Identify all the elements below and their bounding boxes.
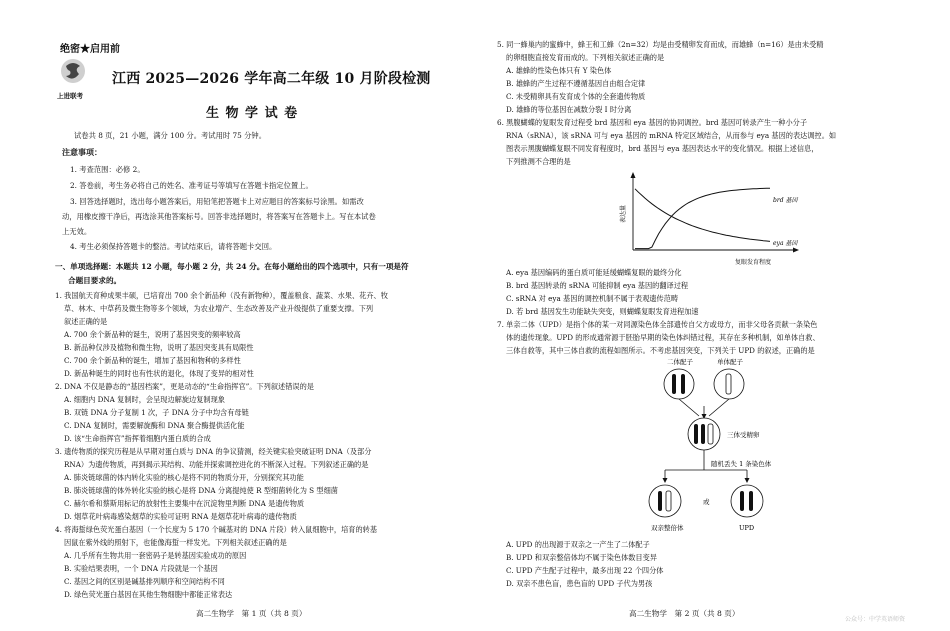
- biparental-disomy-cell: [649, 485, 681, 517]
- option-line: D. 若 brd 基因发生功能缺失突变，则蝴蝶复眼发育进程加速: [506, 307, 699, 316]
- note-line: 1. 考查范围：必修 2。: [70, 165, 145, 174]
- question-line: 草、林木、中草药及微生物等多个领域，为农业增产、生态改善及产业升级提供了重要支撑。下列: [64, 304, 374, 313]
- note-line: 4. 考生必须保持答题卡的整洁。考试结束后，请将答题卡交回。: [70, 242, 277, 251]
- x-axis-label: 复眼发育程度: [734, 259, 772, 266]
- section-title: 一、单项选择题：本题共 12 小题，每小题 2 分，共 24 分。在每小题给出的四个选项中，只有一项是符: [55, 262, 409, 271]
- question-line: 体的遗传现象。UPD 的形成通常源于胚胎早期的染色体纠错过程，其存在多种机制，如单体自救、: [506, 333, 820, 342]
- option-line: A. eya 基因编码的蛋白质可能延缓蝴蝶复眼的最终分化: [506, 268, 682, 277]
- question-line: 叙述正确的是: [64, 317, 108, 326]
- series-label-eya: eya 基因: [773, 240, 798, 247]
- diploid-gamete-cell: [664, 369, 694, 399]
- trisomy-rescue-diagram: [595, 356, 845, 538]
- exam-info: 试卷共 8 页，21 小题，满分 100 分。考试用时 75 分钟。: [74, 131, 267, 140]
- trisomy-zygote-cell: [688, 418, 720, 450]
- option-line: C. DNA 复制时，需要解旋酶和 DNA 聚合酶提供活化能: [64, 421, 245, 430]
- question-line: 因鼠在紫外线的照射下，也能像海蜇一样发光。下列相关叙述正确的是: [64, 538, 287, 547]
- option-line: B. UPD 和双亲整倍体均不属于染色体数目变异: [506, 553, 657, 562]
- haploid-gamete-cell: [714, 369, 744, 399]
- biparental-label: 双亲整倍体: [651, 524, 684, 532]
- option-line: B. brd 基因转录的 sRNA 可能抑制 eya 基因的翻译过程: [506, 281, 689, 290]
- logo-text: 上进联考: [57, 92, 83, 100]
- option-line: D. 新品种诞生的同时也有性状的退化，体现了变异的相对性: [64, 369, 254, 378]
- exam-title: 江西 2025—2026 学年高二年级 10 月阶段检测: [112, 71, 431, 87]
- option-line: C. 赫尔希和蔡斯用标记的放射性主要集中在沉淀物里判断 DNA 是遗传物质: [64, 499, 305, 508]
- option-line: A. 细胞内 DNA 复制时，会呈现边解旋边复制现象: [64, 395, 225, 404]
- diploid-gamete-label: 二体配子: [667, 358, 693, 366]
- question-line: 5. 同一蜂巢内的蜜蜂中，蜂王和工蜂（2n=32）均是由受精卵发育而成，而雄蜂（n=16）是由未受精: [497, 40, 824, 49]
- question-line: 图表示黑腹蝴蝶复眼不同发育程度时，brd 基因与 eya 基因表达水平的变化情况。根据上述信息，: [506, 144, 819, 153]
- option-line: A. 肺炎链球菌的体内转化实验的核心是将不同的物质分开，分别探究其功能: [64, 473, 304, 482]
- series-label-brd: brd 基因: [773, 197, 798, 204]
- question-line: 6. 黑腹蝴蝶的复眼发育过程受 brd 基因和 eya 基因的协同调控。brd 基因可转录产生一种小分子: [497, 118, 808, 127]
- or-label: 或: [703, 498, 710, 506]
- random-loss-label: 随机丢失 1 条染色体: [711, 460, 772, 468]
- publisher-logo: [58, 58, 88, 94]
- option-line: A. 700 余个新品种的诞生，说明了基因突变的频率较高: [64, 330, 241, 339]
- confidential-label: 绝密★启用前: [60, 44, 120, 55]
- option-line: B. 雄蜂的产生过程不遵循基因自由组合定律: [506, 79, 646, 88]
- question-line: 4. 将海蜇绿色荧光蛋白基因（一个长度为 5 170 个碱基对的 DNA 片段）转入鼠细胞中，培育的转基: [55, 525, 378, 534]
- question-line: RNA（sRNA），该 sRNA 可与 eya 基因的 mRNA 特定区域结合，从而参与 eya 基因的表达调控。如: [506, 131, 837, 140]
- trisomy-zygote-label: 三体受精卵: [727, 431, 760, 439]
- note-line: 上无效。: [62, 227, 92, 236]
- option-line: C. 未受精卵具有发育成个体的全套遗传物质: [506, 92, 646, 101]
- question-line: 下列推测不合理的是: [506, 157, 571, 166]
- page-footer: 高二生物学 第 1 页（共 8 页）: [196, 609, 307, 618]
- option-line: D. 烟草花叶病毒感染烟草的实验可证明 RNA 是烟草花叶病毒的遗传物质: [64, 512, 297, 521]
- option-line: B. 双链 DNA 分子复制 1 次，子 DNA 分子中均含有母链: [64, 408, 249, 417]
- upd-label: UPD: [739, 524, 755, 532]
- note-line: 3. 回答选择题时，选出每小题答案后，用铅笔把答题卡上对应题目的答案标号涂黑。如需改: [70, 197, 364, 206]
- question-line: 三体自救等，其中三体自救的流程如图所示。不考虑基因突变，下列关于 UPD 的叙述，正确的是: [506, 346, 815, 355]
- option-line: D. 雄蜂的等位基因在减数分裂 Ⅰ 时分离: [506, 105, 632, 114]
- option-line: A. 几乎所有生物共用一套密码子是转基因实验成功的原因: [64, 551, 247, 560]
- option-line: C. UPD 产生配子过程中，最多出现 22 个四分体: [506, 566, 664, 575]
- question-line: 的卵细胞直接发育而成的。下列相关叙述正确的是: [506, 53, 665, 62]
- notes-heading: 注意事项：: [62, 147, 102, 157]
- question-line: RNA）为遗传物质，再到揭示其结构、功能并探索调控进化的不断深入过程。下列叙述正确的是: [64, 460, 369, 469]
- note-line: 动，用橡皮擦干净后，再选涂其他答案标号。回答非选择题时，将答案写在答题卡上。写在本试卷: [62, 212, 376, 221]
- question-line: 7. 单亲二体（UPD）是指个体的某一对同源染色体全部遗传自父方或母方，而非父母各贡献一条染色: [497, 320, 818, 329]
- gene-expression-chart: [605, 170, 805, 266]
- section-title: 合题目要求的。: [68, 276, 122, 285]
- question-line: 2. DNA 不仅是静态的“基因档案”，更是动态的“生命指挥官”。下列叙述错误的是: [55, 382, 314, 391]
- option-line: B. 新品种仅涉及植物和微生物，说明了基因突变具有局限性: [64, 343, 254, 352]
- page-footer: 高二生物学 第 2 页（共 8 页）: [629, 609, 740, 618]
- option-line: C. sRNA 对 eya 基因的调控机制不属于表观遗传范畴: [506, 294, 679, 303]
- x-axis-arrow: [793, 248, 799, 253]
- watermark-text: 公众号：中学英语师资: [845, 616, 906, 623]
- option-line: C. 700 余个新品种的诞生，增加了基因和物种的多样性: [64, 356, 241, 365]
- note-line: 2. 答卷前，考生务必将自己的姓名、准考证号等填写在答题卡指定位置上。: [70, 181, 313, 190]
- option-line: D. 该“生命指挥官”指挥着细胞内蛋白质的合成: [64, 434, 211, 443]
- option-line: C. 基因之间的区别是碱基排列顺序和空间结构不同: [64, 577, 225, 586]
- option-line: D. 绿色荧光蛋白基因在其他生物细胞中都能正常表达: [64, 590, 233, 599]
- question-line: 3. 遗传物质的探究历程是从早期对蛋白质与 DNA 的争议猜测，经关键实验突破证明 DNA（及部分: [55, 447, 372, 456]
- subject-title: 生 物 学 试 卷: [206, 106, 299, 121]
- question-line: 1. 我国航天育种成果丰硕，已培育出 700 余个新品种（没有新物种），覆盖粮食、蔬菜、水果、花卉、牧: [55, 291, 388, 300]
- y-axis-label: 表达量: [620, 204, 627, 224]
- option-line: B. 肺炎链球菌的体外转化实验的核心是将 DNA 分离提纯使 R 型细菌转化为 S 型细菌: [64, 486, 338, 495]
- option-line: D. 双亲不患色盲，患色盲的 UPD 子代为男孩: [506, 579, 653, 588]
- upd-cell: [731, 485, 763, 517]
- y-axis-arrow: [631, 172, 636, 178]
- right-page: [475, 0, 950, 631]
- option-line: B. 实验结果表明，一个 DNA 片段就是一个基因: [64, 564, 218, 573]
- option-line: A. 雄蜂的性染色体只有 Y 染色体: [506, 66, 612, 75]
- option-line: A. UPD 的出现源于双亲之一产生了二体配子: [506, 540, 650, 549]
- haploid-gamete-label: 单体配子: [717, 358, 743, 366]
